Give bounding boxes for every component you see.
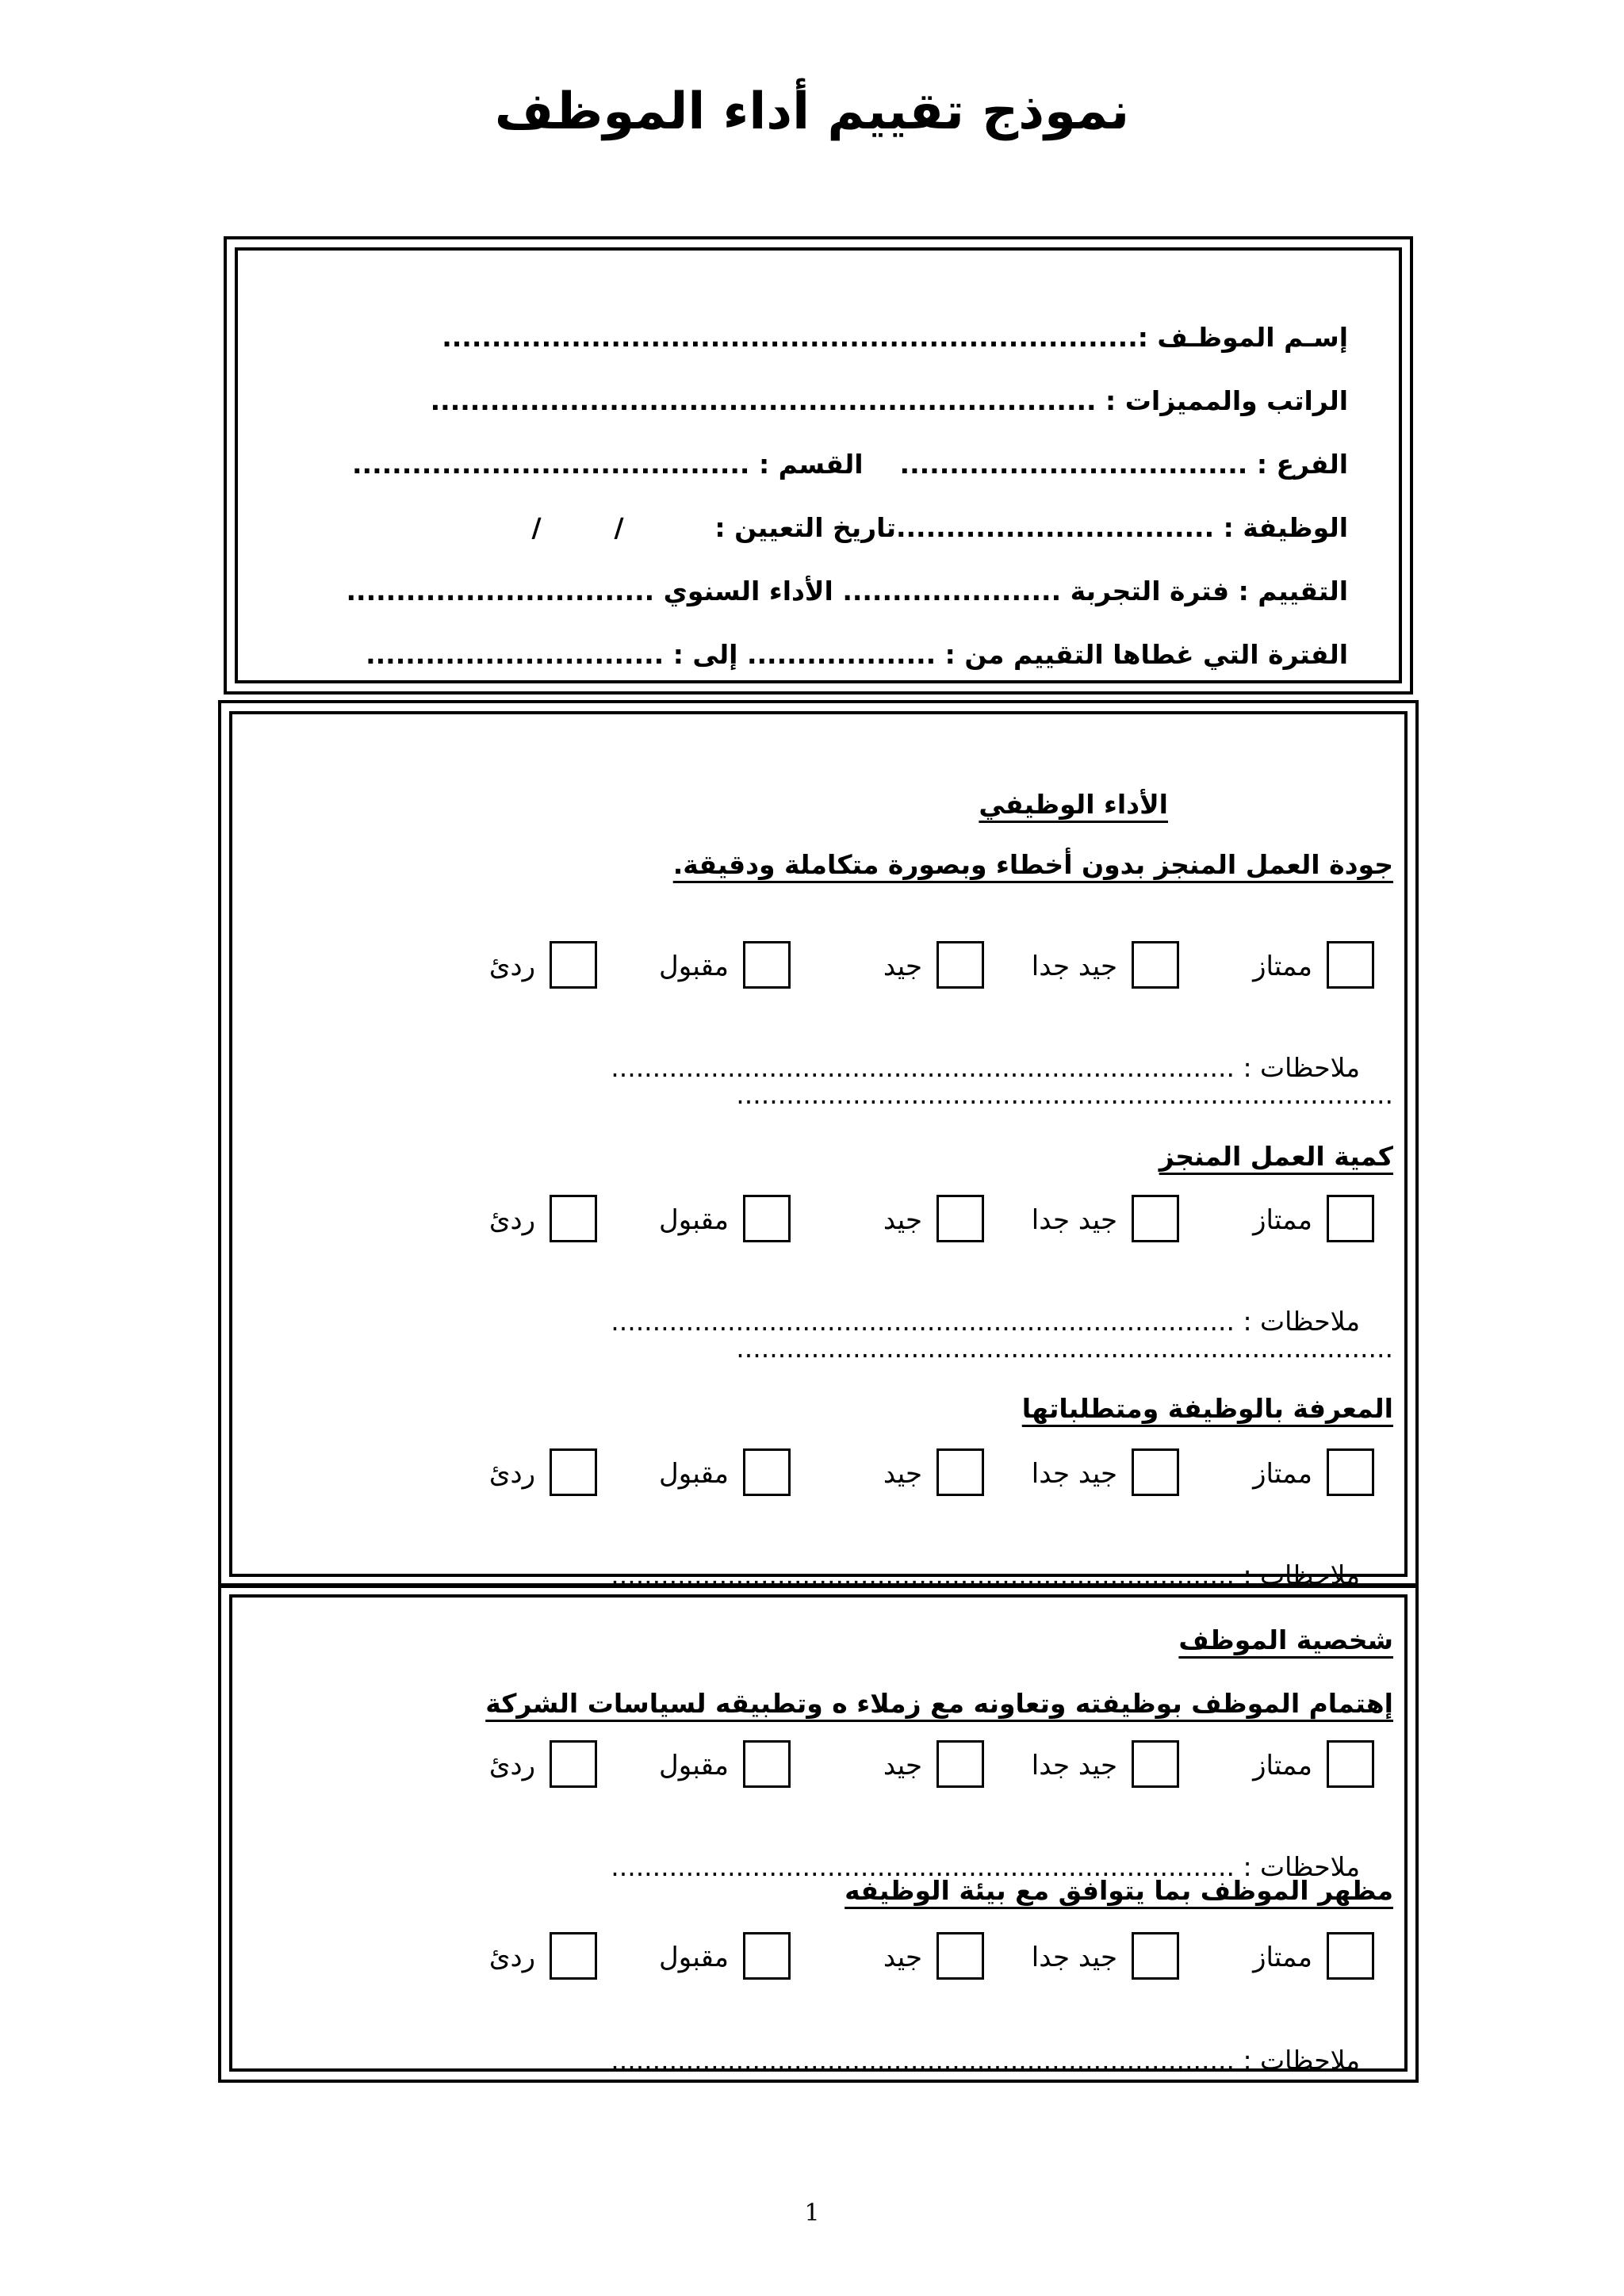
period-to-label: إلى : [672,639,738,670]
rating-label: جيد [883,1458,922,1490]
notes-label: ملاحظات : [1243,1851,1361,1882]
rating-label: ردئ [488,1942,535,1973]
criterion-quality: جودة العمل المنجز بدون أخطاء وبصورة متكاملة ودقيقة. [672,849,1393,880]
period-to-field[interactable]: .............................. [366,639,665,670]
notes-row-appearance [611,2003,1393,2118]
rating-checkbox-good[interactable] [936,1448,984,1496]
criterion-appearance: مظهر الموظف بما يتوافق مع بيئة الوظيفه [845,1875,1393,1906]
rating-checkbox-good[interactable] [936,1195,984,1242]
notes-extra-field-quantity[interactable]: ............................................................................... [736,1333,1393,1364]
rating-label: جيد [883,1750,922,1781]
rating-checkbox-good[interactable] [936,1932,984,1980]
notes-label: ملاحظات : [1243,1559,1361,1590]
personality-heading: شخصية الموظف [1178,1624,1393,1655]
criterion-commitment: إهتمام الموظف بوظيفته وتعاونه مع زملاء ه وتطبيقه لسياسات الشركة [485,1688,1393,1719]
branch-field[interactable]: ................................... [899,449,1248,480]
page-title: نموذج تقييم أداء الموظف [494,82,1130,141]
rating-row-quality [221,941,1415,992]
rating-checkbox-excellent[interactable] [1327,1740,1374,1788]
notes-field[interactable]: ........................................................................... [611,1559,1235,1590]
rating-checkbox-acceptable[interactable] [743,941,791,989]
rating-checkbox-acceptable[interactable] [743,1448,791,1496]
rating-checkbox-very-good[interactable] [1132,941,1179,989]
annual-performance-field[interactable]: ............................... [346,576,655,607]
employee-name-field[interactable]: ...................................................................... [442,322,1138,353]
rating-label: ممتاز [1253,1942,1312,1973]
period-from-label: الفترة التي غطاها التقييم من : [944,639,1349,670]
rating-label: جيد [883,1942,922,1973]
rating-checkbox-poor[interactable] [550,1448,597,1496]
notes-label: ملاحظات : [1243,1306,1361,1337]
salary-label: الراتب والمميزات : [1105,385,1349,416]
employee-info-box [224,236,1413,695]
rating-label: ممتاز [1253,951,1312,982]
notes-field[interactable]: ........................................................................... [611,2045,1235,2076]
rating-checkbox-excellent[interactable] [1327,941,1374,989]
annual-performance-label: الأداء السنوي [663,576,833,607]
rating-checkbox-excellent[interactable] [1327,1195,1374,1242]
rating-checkbox-poor[interactable] [550,1932,597,1980]
rating-row-quantity [221,1195,1415,1246]
rating-label: ردئ [488,1750,535,1781]
rating-checkbox-acceptable[interactable] [743,1740,791,1788]
rating-label: جيد جدا [1031,1750,1117,1781]
rating-label: مقبول [659,1750,729,1781]
notes-extra-field-quality[interactable]: ............................................................................... [736,1079,1393,1110]
rating-row-appearance [221,1932,1415,1983]
notes-label: ملاحظات : [1243,1052,1361,1083]
rating-checkbox-good[interactable] [936,941,984,989]
notes-label: ملاحظات : [1243,2045,1361,2076]
rating-label: جيد [883,951,922,982]
rating-checkbox-acceptable[interactable] [743,1932,791,1980]
rating-row-job-knowledge [221,1448,1415,1499]
rating-checkbox-very-good[interactable] [1132,1740,1179,1788]
rating-label: مقبول [659,951,729,982]
hire-date-label: تاريخ التعيين : [714,512,896,543]
rating-checkbox-poor[interactable] [550,941,597,989]
rating-label: جيد جدا [1031,1942,1117,1973]
rating-checkbox-good[interactable] [936,1740,984,1788]
rating-checkbox-very-good[interactable] [1132,1195,1179,1242]
rating-label: ردئ [488,951,535,982]
branch-label: الفرع : [1256,449,1349,480]
rating-label: مقبول [659,1942,729,1973]
rating-label: ممتاز [1253,1204,1312,1236]
salary-field[interactable]: ................................................................... [430,385,1097,416]
rating-label: جيد [883,1204,922,1236]
hire-date-field[interactable]: / / [531,512,624,543]
rating-label: ممتاز [1253,1458,1312,1490]
probation-field[interactable]: ...................... [842,576,1062,607]
job-field[interactable]: ................................ [895,512,1215,543]
notes-field[interactable]: ........................................................................... [611,1851,1235,1882]
rating-label: جيد جدا [1031,1458,1117,1490]
evaluation-label: التقييم : [1238,576,1349,607]
notes-field[interactable]: ........................................................................... [611,1052,1235,1083]
rating-label: ممتاز [1253,1750,1312,1781]
job-performance-heading: الأداء الوظيفي [979,789,1168,820]
rating-checkbox-very-good[interactable] [1132,1932,1179,1980]
personality-box [218,1583,1419,2083]
rating-label: جيد جدا [1031,1204,1117,1236]
rating-label: مقبول [659,1204,729,1236]
rating-label: ردئ [488,1204,535,1236]
department-field[interactable]: ........................................ [352,449,750,480]
rating-checkbox-poor[interactable] [550,1195,597,1242]
criterion-job-knowledge: المعرفة بالوظيفة ومتطلباتها [1021,1393,1393,1424]
period-from-field[interactable]: ................... [746,639,936,670]
period-row [366,598,1385,712]
job-label: الوظيفة : [1223,512,1349,543]
rating-checkbox-excellent[interactable] [1327,1448,1374,1496]
employee-name-label: إسـم الموظـف : [1137,322,1349,353]
job-performance-box [218,700,1419,1588]
rating-label: مقبول [659,1458,729,1490]
page-number: 1 [804,2199,820,2227]
notes-field[interactable]: ........................................................................... [611,1306,1235,1337]
rating-checkbox-acceptable[interactable] [743,1195,791,1242]
rating-checkbox-poor[interactable] [550,1740,597,1788]
criterion-quantity: كمية العمل المنجز [1159,1141,1393,1172]
rating-label: ردئ [488,1458,535,1490]
probation-label: فترة التجربة [1070,576,1230,607]
department-label: القسم : [758,449,864,480]
rating-checkbox-very-good[interactable] [1132,1448,1179,1496]
rating-label: جيد جدا [1031,951,1117,982]
rating-row-commitment [221,1740,1415,1791]
rating-checkbox-excellent[interactable] [1327,1932,1374,1980]
